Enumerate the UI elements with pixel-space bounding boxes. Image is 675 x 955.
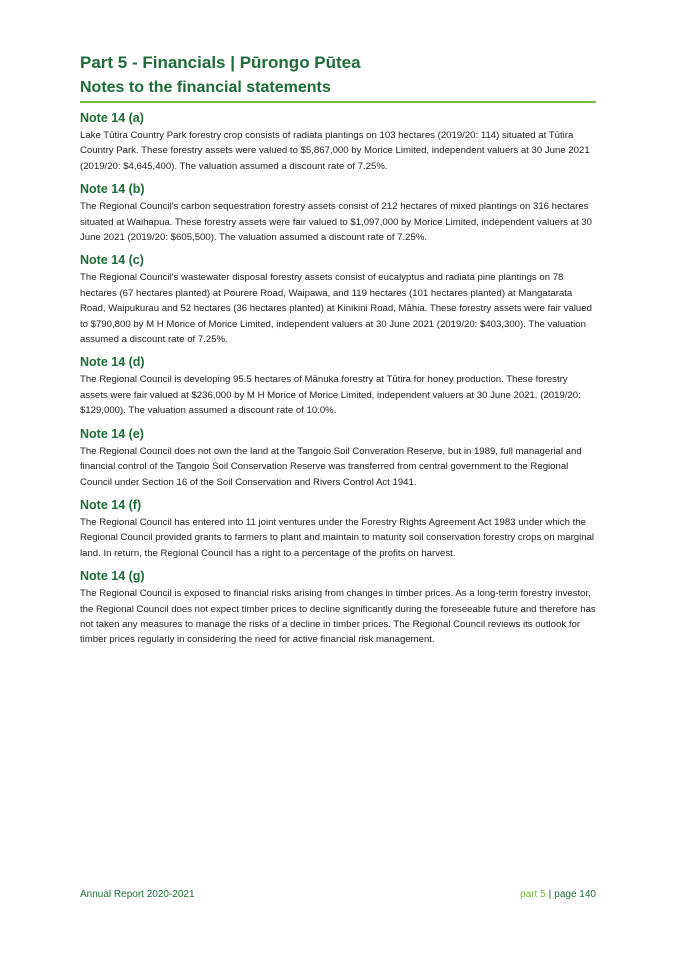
note-heading: Note 14 (e): [80, 426, 144, 441]
note-heading: Note 14 (g): [80, 569, 145, 584]
note-body: The Regional Council's wastewater disposal forestry assets consist of eucalyptus and radiata pine plantings on 78 hectares (67 hectares planted) at Pourere Road, Waipawa, and 119 hectares (101 hectares planted) at Mangatarata Road, Waipukurau and 52 hectares (36 hectares planted) at Kinikini Road, Māhia. These forestry assets were fair valued to $790,800 by M H Morice of Morice Limited, independent valuers at 30 June 2021 (2019/20: $403,300). The valuation assumed a discount rate of 7.25%.: [80, 272, 592, 346]
note-14a: [80, 109, 596, 174]
part-title: Part 5 - Financials | Pūrongo Pūtea: [80, 53, 361, 72]
note-14b: [80, 180, 596, 245]
page-footer: [80, 889, 596, 905]
footer-report-title: Annual Report 2020-2021: [80, 889, 195, 900]
note-body: The Regional Council has entered into 11 joint ventures under the Forestry Rights Agreement Act 1983 under which the Regional Council provided grants to farmers to plant and maintain to maturity soil conservation forestry crops on marginal land. In return, the Regional Council has a right to a percentage of the profits on harvest.: [80, 516, 595, 559]
note-14g: [80, 567, 596, 648]
note-14d: [80, 353, 596, 418]
note-heading: Note 14 (f): [80, 497, 142, 512]
note-body: The Regional Council is exposed to financial risks arising from changes in timber prices. As a long-term forestry investor, the Regional Council does not expect timber prices to decline significantly during the foreseeable future and therefore has not taken any measures to manage the risks of a decline in timber prices. The Regional Council reviews its outlook for timber prices regularly in considering the need for active financial risk management.: [80, 588, 596, 646]
note-heading: Note 14 (b): [80, 182, 145, 197]
footer-page-info: [520, 889, 596, 900]
page-content: [80, 52, 596, 654]
footer-part: part 5: [520, 889, 546, 900]
note-heading: Note 14 (a): [80, 111, 144, 125]
note-14e: [80, 425, 596, 490]
note-body: The Regional Council is developing 95.5 hectares of Mānuka forestry at Tūtira for honey production. These forestry assets were fair valued at $236,000 by M H Morice of Morice Limited, independent valuers at 30 June 2021. (2019/20: $129,000). The valuation assumed a discount rate of 10.0%.: [80, 374, 581, 417]
note-heading: Note 14 (c): [80, 253, 144, 268]
note-14c: [80, 251, 596, 347]
section-title: Notes to the financial statements: [80, 79, 331, 96]
note-body: The Regional Council does not own the land at the Tangoio Soil Converation Reserve, but in 1989, full managerial and financial control of the Tangoio Soil Conservation Reserve was transferred from central government to the Regional Council under Section 16 of the Soil Conservation and Rivers Control Act 1941.: [80, 445, 582, 488]
title-divider: [80, 101, 596, 103]
note-heading: Note 14 (d): [80, 355, 145, 370]
note-body: Lake Tūtira Country Park forestry crop consists of radiata plantings on 103 hectares (2019/20: 114) situated at Tūtira Country Park. These forestry assets were valued to $5,867,000 by Morice Limited, independent valuers at 30 June 2021 (2019/20: $4,645,400). The valuation assumed a discount rate of 7.25%.: [80, 130, 590, 172]
footer-page-number: page 140: [554, 889, 596, 900]
note-14f: [80, 496, 596, 561]
note-body: The Regional Council's carbon sequestration forestry assets consist of 212 hectares of mixed plantings on 316 hectares situated at Waihapua. These forestry assets were fair valued to $1,097,000 by Morice Limited, independent valuers at 30 June 2021 (2019/20: $605,500). The valuation assumed a discount rate of 7.25%.: [80, 201, 592, 244]
footer-separator: |: [548, 889, 552, 900]
